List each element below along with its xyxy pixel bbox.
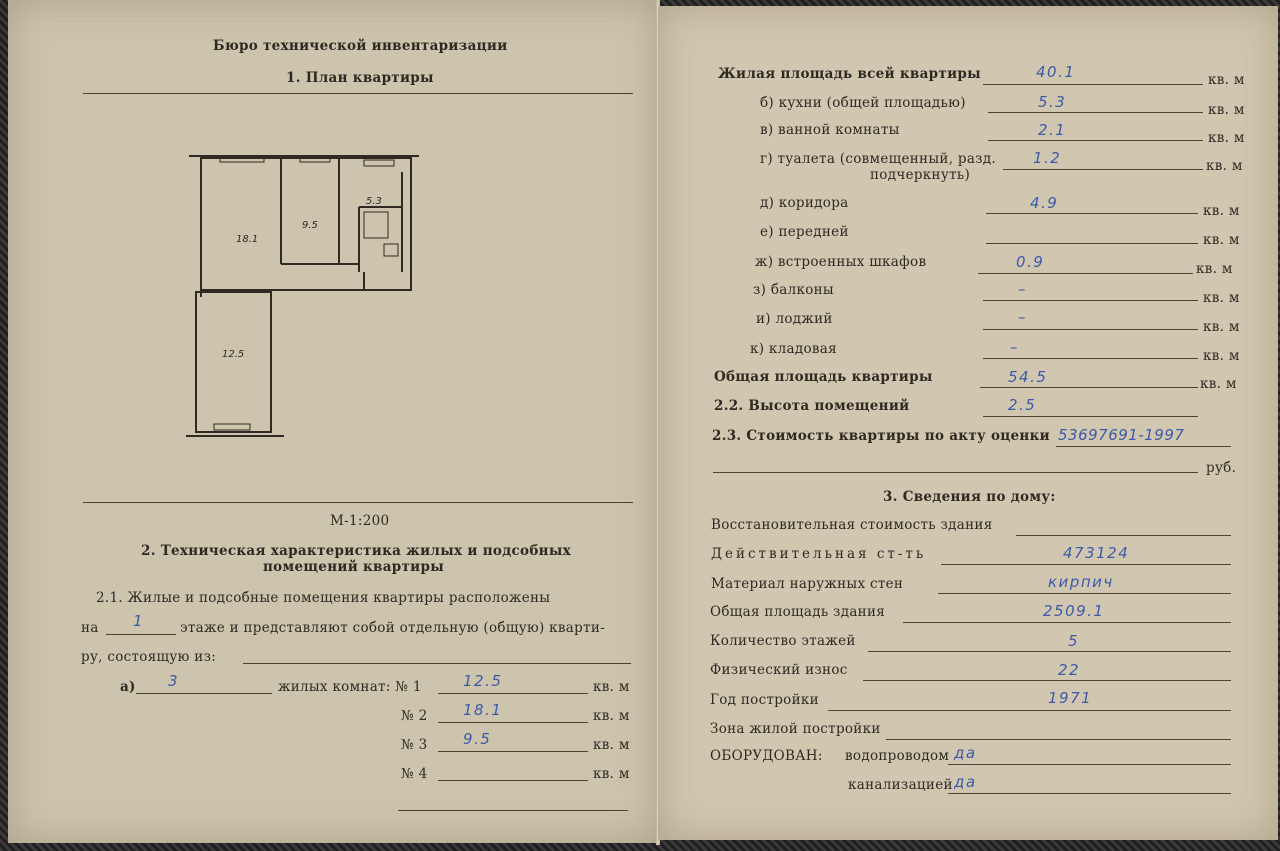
loggia-value: – [1018, 308, 1027, 326]
floor-plan [184, 152, 424, 442]
scale-label: М-1:200 [330, 513, 390, 529]
house-actual-value: 473124 [1063, 544, 1130, 562]
item-storage: к) кладовая [750, 341, 837, 357]
room3-blank [438, 751, 588, 752]
house-zone-blank [886, 739, 1231, 740]
house-year-label: Год постройки [710, 692, 819, 708]
living-area-label: Жилая площадь всей квартиры [718, 66, 981, 82]
floor-blank [106, 634, 176, 635]
cost-blank-2 [713, 472, 1198, 473]
room2-unit: кв. м [593, 708, 630, 724]
storage-blank [983, 358, 1198, 359]
water-blank [948, 764, 1231, 765]
item-toilet: г) туалета (совмещенный, разд. [760, 151, 997, 167]
corridor-blank [986, 213, 1198, 214]
room4-no: № 4 [401, 766, 428, 782]
item-corridor: д) коридора [760, 195, 849, 211]
cost-blank [1056, 446, 1231, 447]
sewer-label: канализацией [848, 777, 953, 793]
living-area-unit: кв. м [1208, 72, 1245, 88]
s21-blank [243, 663, 631, 664]
total-area-unit: кв. м [1200, 376, 1237, 392]
hallway-unit: кв. м [1203, 232, 1240, 248]
actual-blank [941, 564, 1231, 565]
living-area-blank [983, 84, 1203, 85]
water-label: водопроводом [845, 748, 950, 764]
house-wear-label: Физический износ [710, 662, 848, 678]
room3-no: № 3 [401, 737, 428, 753]
closets-unit: кв. м [1196, 261, 1233, 277]
s21-line3: ру, состоящую из: [81, 649, 217, 665]
equipped-label: ОБОРУДОВАН: [710, 748, 823, 764]
restoration-blank [1016, 535, 1231, 536]
total-area-blank [980, 387, 1198, 388]
house-zone-label: Зона жилой постройки [710, 721, 881, 737]
closets-value: 0.9 [1016, 253, 1045, 271]
total-area-label: Общая площадь квартиры [714, 369, 933, 385]
height-blank [983, 416, 1198, 417]
s21-line2: этаже и представляют собой отдельную (общую) кварти- [180, 620, 606, 636]
house-area-value: 2509.1 [1043, 602, 1105, 620]
toilet-blank [1003, 169, 1203, 170]
house-area-label: Общая площадь здания [710, 604, 886, 620]
item-hallway: е) передней [760, 224, 849, 240]
rooms-label: жилых комнат: № 1 [278, 679, 422, 695]
section3-title: 3. Сведения по дому: [883, 489, 1056, 505]
cost-label: 2.3. Стоимость квартиры по акту оценки [712, 428, 1050, 444]
rub-label: руб. [1206, 460, 1237, 476]
house-walls-label: Материал наружных стен [711, 576, 904, 592]
house-wear-blank [863, 680, 1231, 681]
room2-value: 18.1 [463, 701, 503, 719]
kitchen-blank [988, 112, 1203, 113]
plan-title: 1. План квартиры [286, 70, 434, 86]
section2-subtitle: помещений квартиры [263, 559, 445, 575]
section2-title: 2. Техническая характеристика жилых и подсобных [141, 543, 571, 559]
item-loggia: и) лоджий [756, 311, 833, 327]
height-value: 2.5 [1008, 396, 1037, 414]
item-bathroom: в) ванной комнаты [760, 122, 900, 138]
house-floors-value: 5 [1068, 632, 1080, 650]
house-restoration-label: Восстановительная стоимость здания [711, 517, 993, 533]
room4-blank [438, 780, 588, 781]
house-floors-label: Количество этажей [710, 633, 856, 649]
room2-no: № 2 [401, 708, 428, 724]
balcony-value: – [1018, 280, 1027, 298]
bathroom-value: 2.1 [1038, 121, 1067, 139]
toilet-unit: кв. м [1206, 158, 1243, 174]
room1-blank [438, 693, 588, 694]
s21-line1: 2.1. Жилые и подсобные помещения квартиры расположены [96, 590, 551, 606]
item-kitchen: б) кухни (общей площадью) [760, 95, 966, 111]
house-year-value: 1971 [1048, 689, 1093, 707]
floor-value: 1 [133, 612, 145, 630]
plan-title-rule [83, 93, 633, 94]
water-value: да [954, 744, 977, 762]
balcony-blank [983, 300, 1198, 301]
cost-value: 53697691-1997 [1058, 426, 1185, 444]
walls-blank [938, 593, 1231, 594]
plan-bottom-rule [83, 502, 633, 503]
storage-unit: кв. м [1203, 348, 1240, 364]
house-area-blank [903, 622, 1231, 623]
loggia-blank [983, 329, 1198, 330]
room3-unit: кв. м [593, 737, 630, 753]
room3-value: 9.5 [463, 730, 492, 748]
plan-room-label: 18.1 [236, 234, 259, 245]
plan-room-label: 12.5 [222, 349, 245, 360]
rooms-count: 3 [168, 672, 180, 690]
sewer-value: да [954, 773, 977, 791]
corridor-value: 4.9 [1030, 194, 1059, 212]
house-walls-value: кирпич [1048, 573, 1114, 591]
s21-na: на [81, 620, 99, 636]
item-closets: ж) встроенных шкафов [755, 254, 927, 270]
plan-room-label: 9.5 [302, 220, 318, 231]
item-toilet-note: подчеркнуть) [870, 167, 971, 183]
hallway-blank [986, 243, 1198, 244]
kitchen-value: 5.3 [1038, 93, 1067, 111]
bathroom-unit: кв. м [1208, 130, 1245, 146]
house-floors-blank [868, 651, 1231, 652]
rooms-count-blank [136, 693, 272, 694]
kitchen-unit: кв. м [1208, 102, 1245, 118]
right-page [658, 6, 1278, 840]
room4-unit: кв. м [593, 766, 630, 782]
bureau-title: Бюро технической инвентаризации [213, 38, 508, 54]
rooms-a: а) [120, 679, 136, 695]
house-year-blank [828, 710, 1231, 711]
bathroom-blank [988, 140, 1203, 141]
room1-value: 12.5 [463, 672, 503, 690]
living-area-value: 40.1 [1036, 63, 1076, 81]
balcony-unit: кв. м [1203, 290, 1240, 306]
closets-blank [978, 273, 1193, 274]
storage-value: – [1010, 338, 1019, 356]
bottom-blank [398, 810, 628, 811]
item-balcony: з) балконы [753, 282, 834, 298]
height-label: 2.2. Высота помещений [714, 398, 910, 414]
sewer-blank [948, 793, 1231, 794]
total-area-value: 54.5 [1008, 368, 1048, 386]
toilet-value: 1.2 [1033, 149, 1062, 167]
room2-blank [438, 722, 588, 723]
loggia-unit: кв. м [1203, 319, 1240, 335]
plan-room-label: 5.3 [366, 196, 382, 207]
room1-unit: кв. м [593, 679, 630, 695]
corridor-unit: кв. м [1203, 203, 1240, 219]
house-actual-label: Действительная ст-ть [711, 546, 927, 562]
house-wear-value: 22 [1058, 661, 1081, 679]
left-page [8, 0, 658, 843]
